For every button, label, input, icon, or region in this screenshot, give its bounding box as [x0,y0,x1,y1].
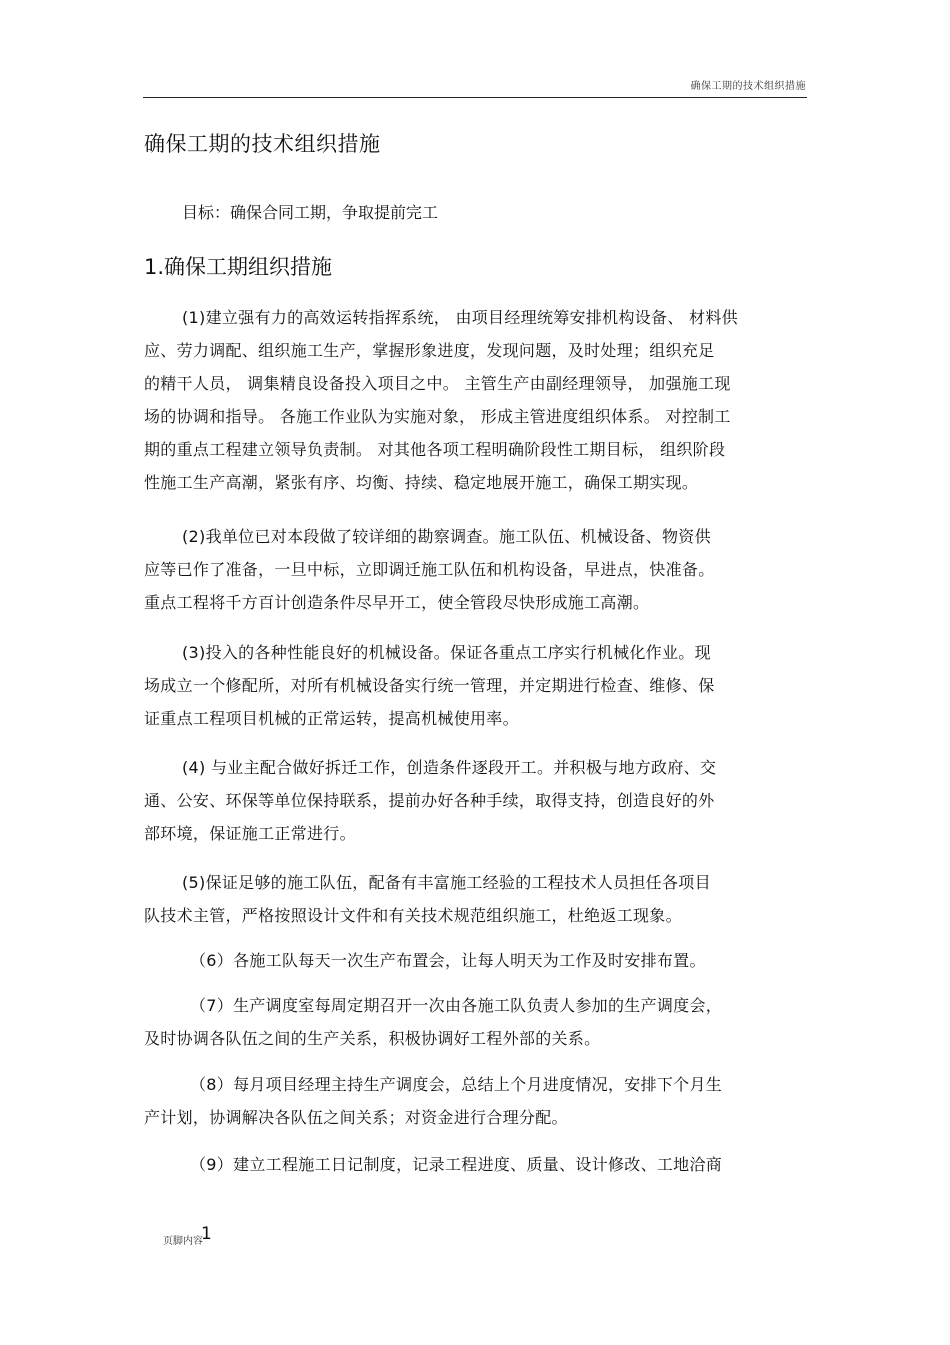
paragraph-7 [144,989,806,1055]
paragraph-line: 部环境，保证施工正常进行。 [144,824,356,843]
paragraph-6 [144,944,806,977]
paragraph-line: 通、公安、环保等单位保持联系，提前办好各种手续，取得支持，创造良好的外 [144,791,715,810]
paragraph-4 [144,751,806,850]
paragraph-line: 的精干人员， 调集精良设备投入项目之中。 主管生产由副经理领导， 加强施工现 [144,374,731,393]
paragraph-line: 产计划，协调解决各队伍之间关系；对资金进行合理分配。 [144,1108,568,1127]
paragraph-line: 期的重点工程建立领导负责制。 对其他各项工程明确阶段性工期目标， 组织阶段 [144,440,726,459]
paragraph-line: 重点工程将千方百计创造条件尽早开工，使全管段尽快形成施工高潮。 [144,593,650,612]
paragraph-line: (4) 与业主配合做好拆迁工作，创造条件逐段开工。并积极与地方政府、交 [182,758,717,777]
paragraph-line: （9）建立工程施工日记制度，记录工程进度、质量、设计修改、工地洽商 [190,1155,723,1174]
goal-statement: 目标：确保合同工期，争取提前完工 [182,203,439,222]
page-number: 1 [201,1224,212,1244]
paragraph-2 [144,520,806,619]
header-rule [143,97,807,98]
paragraph-line: 队技术主管，严格按照设计文件和有关技术规范组织施工，杜绝返工现象。 [144,906,682,925]
paragraph-1 [144,301,806,499]
paragraph-line: 场成立一个修配所，对所有机械设备实行统一管理，并定期进行检查、维修、保 [144,676,715,695]
paragraph-line: 证重点工程项目机械的正常运转，提高机械使用率。 [144,709,519,728]
paragraph-line: （7）生产调度室每周定期召开一次由各施工队负责人参加的生产调度会， [190,996,723,1015]
paragraph-line: (2)我单位已对本段做了较详细的勘察调查。施工队伍、机械设备、物资供 [182,527,711,546]
paragraph-line: 应等已作了准备，一旦中标，立即调迁施工队伍和机构设备，早进点，快准备。 [144,560,715,579]
paragraph-line: 场的协调和指导。 各施工作业队为实施对象， 形成主管进度组织体系。 对控制工 [144,407,731,426]
paragraph-5 [144,866,806,932]
paragraph-line: （6）各施工队每天一次生产布置会，让每人明天为工作及时安排布置。 [190,951,706,970]
running-header: 确保工期的技术组织措施 [690,81,806,92]
paragraph-3 [144,636,806,735]
paragraph-line: (1)建立强有力的高效运转指挥系统， 由项目经理统筹安排机构设备、 材料供 [182,308,738,327]
footer-label: 页脚内容 [163,1236,203,1247]
paragraph-line: 性施工生产高潮，紧张有序、均衡、持续、稳定地展开施工，确保工期实现。 [144,473,699,492]
paragraph-line: (3)投入的各种性能良好的机械设备。保证各重点工序实行机械化作业。现 [182,643,711,662]
document-title: 确保工期的技术组织措施 [144,132,381,156]
paragraph-line: （8）每月项目经理主持生产调度会，总结上个月进度情况，安排下个月生 [190,1075,723,1094]
paragraph-line: 及时协调各队伍之间的生产关系，积极协调好工程外部的关系。 [144,1029,601,1048]
paragraph-line: (5)保证足够的施工队伍，配备有丰富施工经验的工程技术人员担任各项目 [182,873,711,892]
paragraph-9 [144,1148,806,1181]
paragraph-line: 应、劳力调配、组织施工生产，掌握形象进度，发现问题，及时处理；组织充足 [144,341,715,360]
paragraph-8 [144,1068,806,1134]
section-heading: 1.确保工期组织措施 [144,255,333,279]
